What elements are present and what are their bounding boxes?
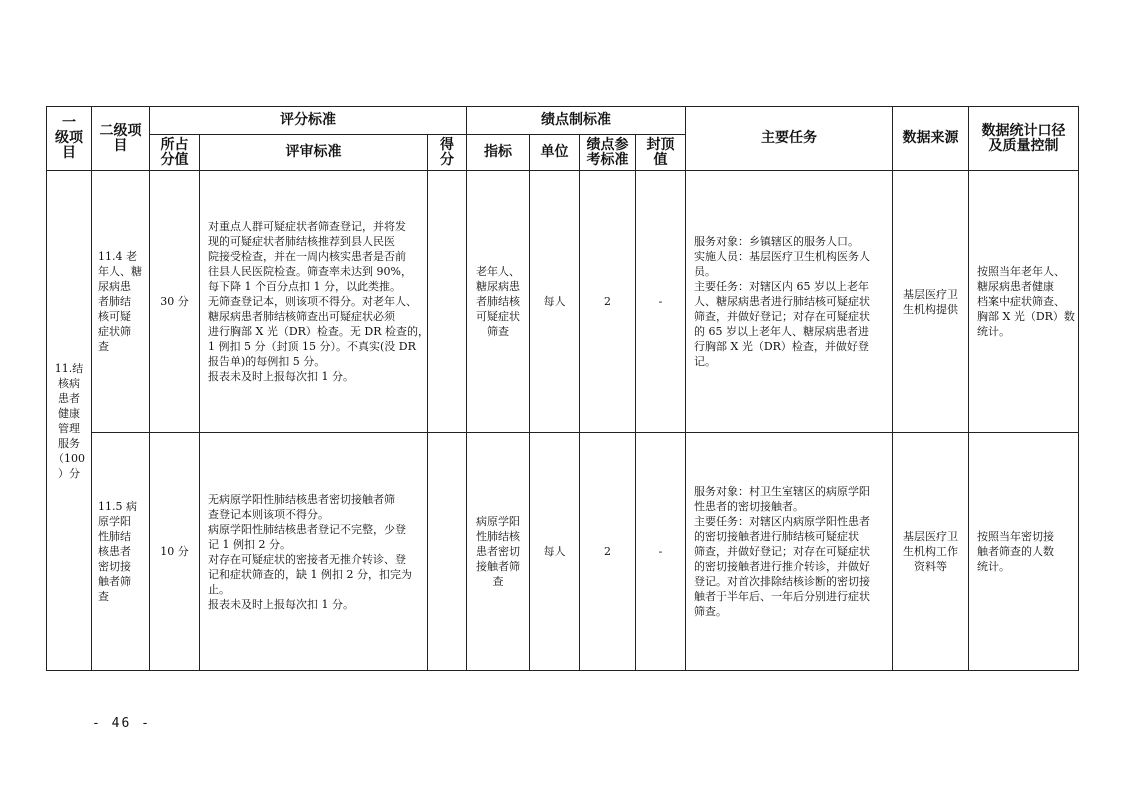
text-line: 胸部 X 光（DR）数: [977, 310, 1075, 323]
text-line: 登记。对首次排除结核诊断的密切接: [694, 575, 870, 588]
text-line: 核患者: [98, 545, 131, 558]
text-line: 密切接: [98, 560, 131, 573]
text-line: 每下降 1 个百分点扣 1 分，以此类推。: [208, 280, 401, 293]
text-line: 及质量控制: [988, 137, 1059, 154]
text-line: 服务对象：乡镇辖区的服务人口。: [694, 235, 859, 248]
text-line: 报表未及时上报每次扣 1 分。: [208, 597, 354, 611]
text-line: 核病: [58, 376, 80, 390]
text-line: 一: [62, 115, 76, 131]
header-performance-group: 绩点制标准: [467, 107, 686, 135]
text-line: 考标准: [586, 151, 629, 168]
text-line: 基层医疗卫: [903, 530, 958, 543]
text-line: 数据统计口径: [981, 122, 1066, 139]
score-got: [428, 433, 467, 671]
text-line: 核可疑: [98, 310, 131, 323]
header-main-tasks: 主要任务: [686, 107, 893, 171]
text-line: 目: [113, 137, 128, 154]
text-line: 查登记本则该项不得分。: [208, 507, 329, 521]
text-line: 进行胸部 X 光（DR）检查。无 DR 检查的，: [208, 325, 430, 338]
text-line: 院接受检查，并在一周内核实患者是否前: [208, 250, 406, 263]
text-line: 病原学阳性肺结核患者登记不完整，少登: [208, 522, 406, 536]
header-score-share: [150, 135, 200, 171]
text-line: 资料等: [914, 560, 947, 573]
text-line: 性患者的密切接触者。: [694, 500, 804, 513]
assessment-table: [46, 106, 1079, 671]
text-line: 11.5 病: [98, 500, 137, 513]
text-line: 筛查，并做好登记；对存在可疑症状: [694, 545, 870, 558]
text-line: 主要任务：对辖区内病原学阳性患者: [694, 515, 870, 528]
text-line: 服务: [58, 436, 80, 450]
text-line: 患者密切: [476, 545, 520, 558]
header-scoring-group: 评分标准: [150, 107, 467, 135]
text-line: 员。: [694, 265, 716, 278]
reference-value: 2: [580, 433, 636, 671]
text-line: 原学阳: [98, 515, 131, 528]
cap-value: -: [636, 433, 686, 671]
text-line: 者肺结: [98, 295, 131, 308]
text-line: 症状筛: [98, 325, 131, 338]
text-line: 报表未及时上报每次扣 1 分。: [208, 370, 354, 383]
indicator-text: [467, 171, 530, 433]
text-line: 行胸部 X 光（DR）检查，并做好登: [694, 340, 869, 353]
text-line: 对存在可疑症状的密接者无推介转诊、登: [208, 552, 406, 566]
text-line: 11.结: [54, 361, 84, 375]
category-cell: [47, 171, 92, 671]
text-line: 记 1 例扣 2 分。: [208, 537, 291, 551]
text-line: 所占: [160, 136, 189, 153]
text-line: 健康: [58, 406, 80, 420]
text-line: 接触者筛: [476, 560, 520, 573]
text-line: 现的可疑症状者肺结核推荐到县人民医: [208, 235, 395, 248]
text-line: 按照当年密切接: [977, 530, 1054, 543]
header-unit: 单位: [530, 135, 580, 171]
text-line: 1 例扣 5 分（封顶 15 分）。不真实(没 DR: [208, 340, 416, 353]
text-line: 得: [440, 136, 454, 153]
text-line: 触者筛: [98, 575, 131, 588]
text-line: 查: [98, 340, 109, 353]
text-line: 老年人、: [476, 265, 520, 278]
text-line: 生机构提供: [903, 302, 958, 316]
text-line: 触者筛查的人数: [977, 545, 1054, 558]
text-line: 管理: [58, 421, 80, 435]
text-line: 主要任务：对辖区内 65 岁以上老年: [694, 280, 869, 293]
header-statistics: [969, 107, 1079, 171]
score-got: [428, 171, 467, 433]
text-line: 糖尿病患者健康: [977, 280, 1054, 293]
page-number: - 46 -: [92, 716, 151, 731]
text-line: 往县人民医院检查。筛查率未达到 90%，: [208, 265, 412, 278]
text-line: 尿病患: [98, 280, 131, 293]
text-line: 分值: [160, 151, 189, 168]
text-line: 分: [440, 151, 454, 168]
text-line: （100: [53, 451, 85, 465]
header-indicator: 指标: [467, 135, 530, 171]
criteria-text: [200, 171, 428, 433]
table-row: [47, 433, 1079, 671]
text-line: ）分: [58, 466, 80, 480]
text-line: 生机构工作: [903, 545, 958, 558]
text-line: 可疑症状: [476, 310, 520, 323]
unit-value: 每人: [530, 433, 580, 671]
text-line: 止。: [208, 582, 230, 596]
text-line: 筛查，并做好登记；对存在可疑症状: [694, 310, 870, 323]
text-line: 人、糖尿病患者进行肺结核可疑症状: [694, 295, 870, 308]
text-line: 级项: [55, 130, 83, 146]
indicator-text: [467, 433, 530, 671]
text-line: 值: [653, 151, 668, 168]
reference-value: 2: [580, 171, 636, 433]
tasks-text: [686, 433, 893, 671]
text-line: 查: [98, 590, 109, 603]
text-line: 的密切接触者进行肺结核可疑症状: [694, 530, 859, 543]
text-line: 记和症状筛查的，缺 1 例扣 2 分，扣完为: [208, 567, 412, 581]
text-line: 糖尿病患者肺结核筛查出可疑症状必须: [208, 310, 395, 323]
text-line: 性肺结: [98, 530, 131, 543]
header-score-got: [428, 135, 467, 171]
text-line: 服务对象：村卫生室辖区的病原学阳: [694, 485, 870, 498]
header-level2: [92, 107, 150, 171]
source-text: [893, 433, 969, 671]
criteria-text: [200, 433, 428, 671]
text-line: 筛查: [487, 325, 509, 338]
text-line: 患者: [58, 391, 80, 405]
cap-value: -: [636, 171, 686, 433]
score-value: 30 分: [150, 171, 200, 433]
text-line: 的密切接触者进行推介转诊，并做好: [694, 560, 870, 573]
text-line: 记。: [694, 355, 716, 368]
text-line: 无筛查登记本，则该项不得分。对老年人、: [208, 295, 417, 308]
item-name: [92, 433, 150, 671]
text-line: 统计。: [977, 560, 1010, 573]
text-line: 绩点参: [586, 136, 629, 153]
header-data-source: 数据来源: [893, 107, 969, 171]
text-line: 查: [492, 575, 504, 588]
text-line: 按照当年老年人、: [977, 265, 1065, 278]
text-line: 者肺结核: [476, 295, 520, 308]
header-reference: [580, 135, 636, 171]
text-line: 病原学阳: [476, 515, 520, 528]
tasks-text: [686, 171, 893, 433]
text-line: 对重点人群可疑症状者筛查登记，并将发: [208, 220, 406, 233]
score-value: 10 分: [150, 433, 200, 671]
stats-text: [969, 433, 1079, 671]
text-line: 无病原学阳性肺结核患者密切接触者筛: [208, 492, 395, 506]
text-line: 性肺结核: [476, 530, 520, 543]
stats-text: [969, 171, 1079, 433]
text-line: 基层医疗卫: [903, 287, 958, 301]
text-line: 统计。: [977, 325, 1010, 338]
header-criteria: 评审标准: [200, 135, 428, 171]
text-line: 11.4 老: [98, 250, 137, 263]
item-name: [92, 171, 150, 433]
text-line: 封顶: [646, 136, 675, 153]
header-cap: [636, 135, 686, 171]
text-line: 实施人员：基层医疗卫生机构医务人: [694, 250, 870, 263]
text-line: 目: [62, 145, 76, 161]
table-row: [47, 171, 1079, 433]
header-level1: [47, 107, 92, 171]
text-line: 的 65 岁以上老年人、糖尿病患者进: [694, 325, 869, 338]
text-line: 档案中症状筛查、: [977, 295, 1065, 308]
text-line: 报告单)的每例扣 5 分。: [208, 355, 326, 368]
text-line: 触者于半年后、一年后分别进行症状: [694, 590, 870, 603]
source-text: [893, 171, 969, 433]
text-line: 年人、糖: [98, 265, 142, 278]
text-line: 二级项: [99, 122, 142, 139]
text-line: 糖尿病患: [476, 280, 520, 293]
text-line: 筛查。: [694, 605, 727, 618]
unit-value: 每人: [530, 171, 580, 433]
